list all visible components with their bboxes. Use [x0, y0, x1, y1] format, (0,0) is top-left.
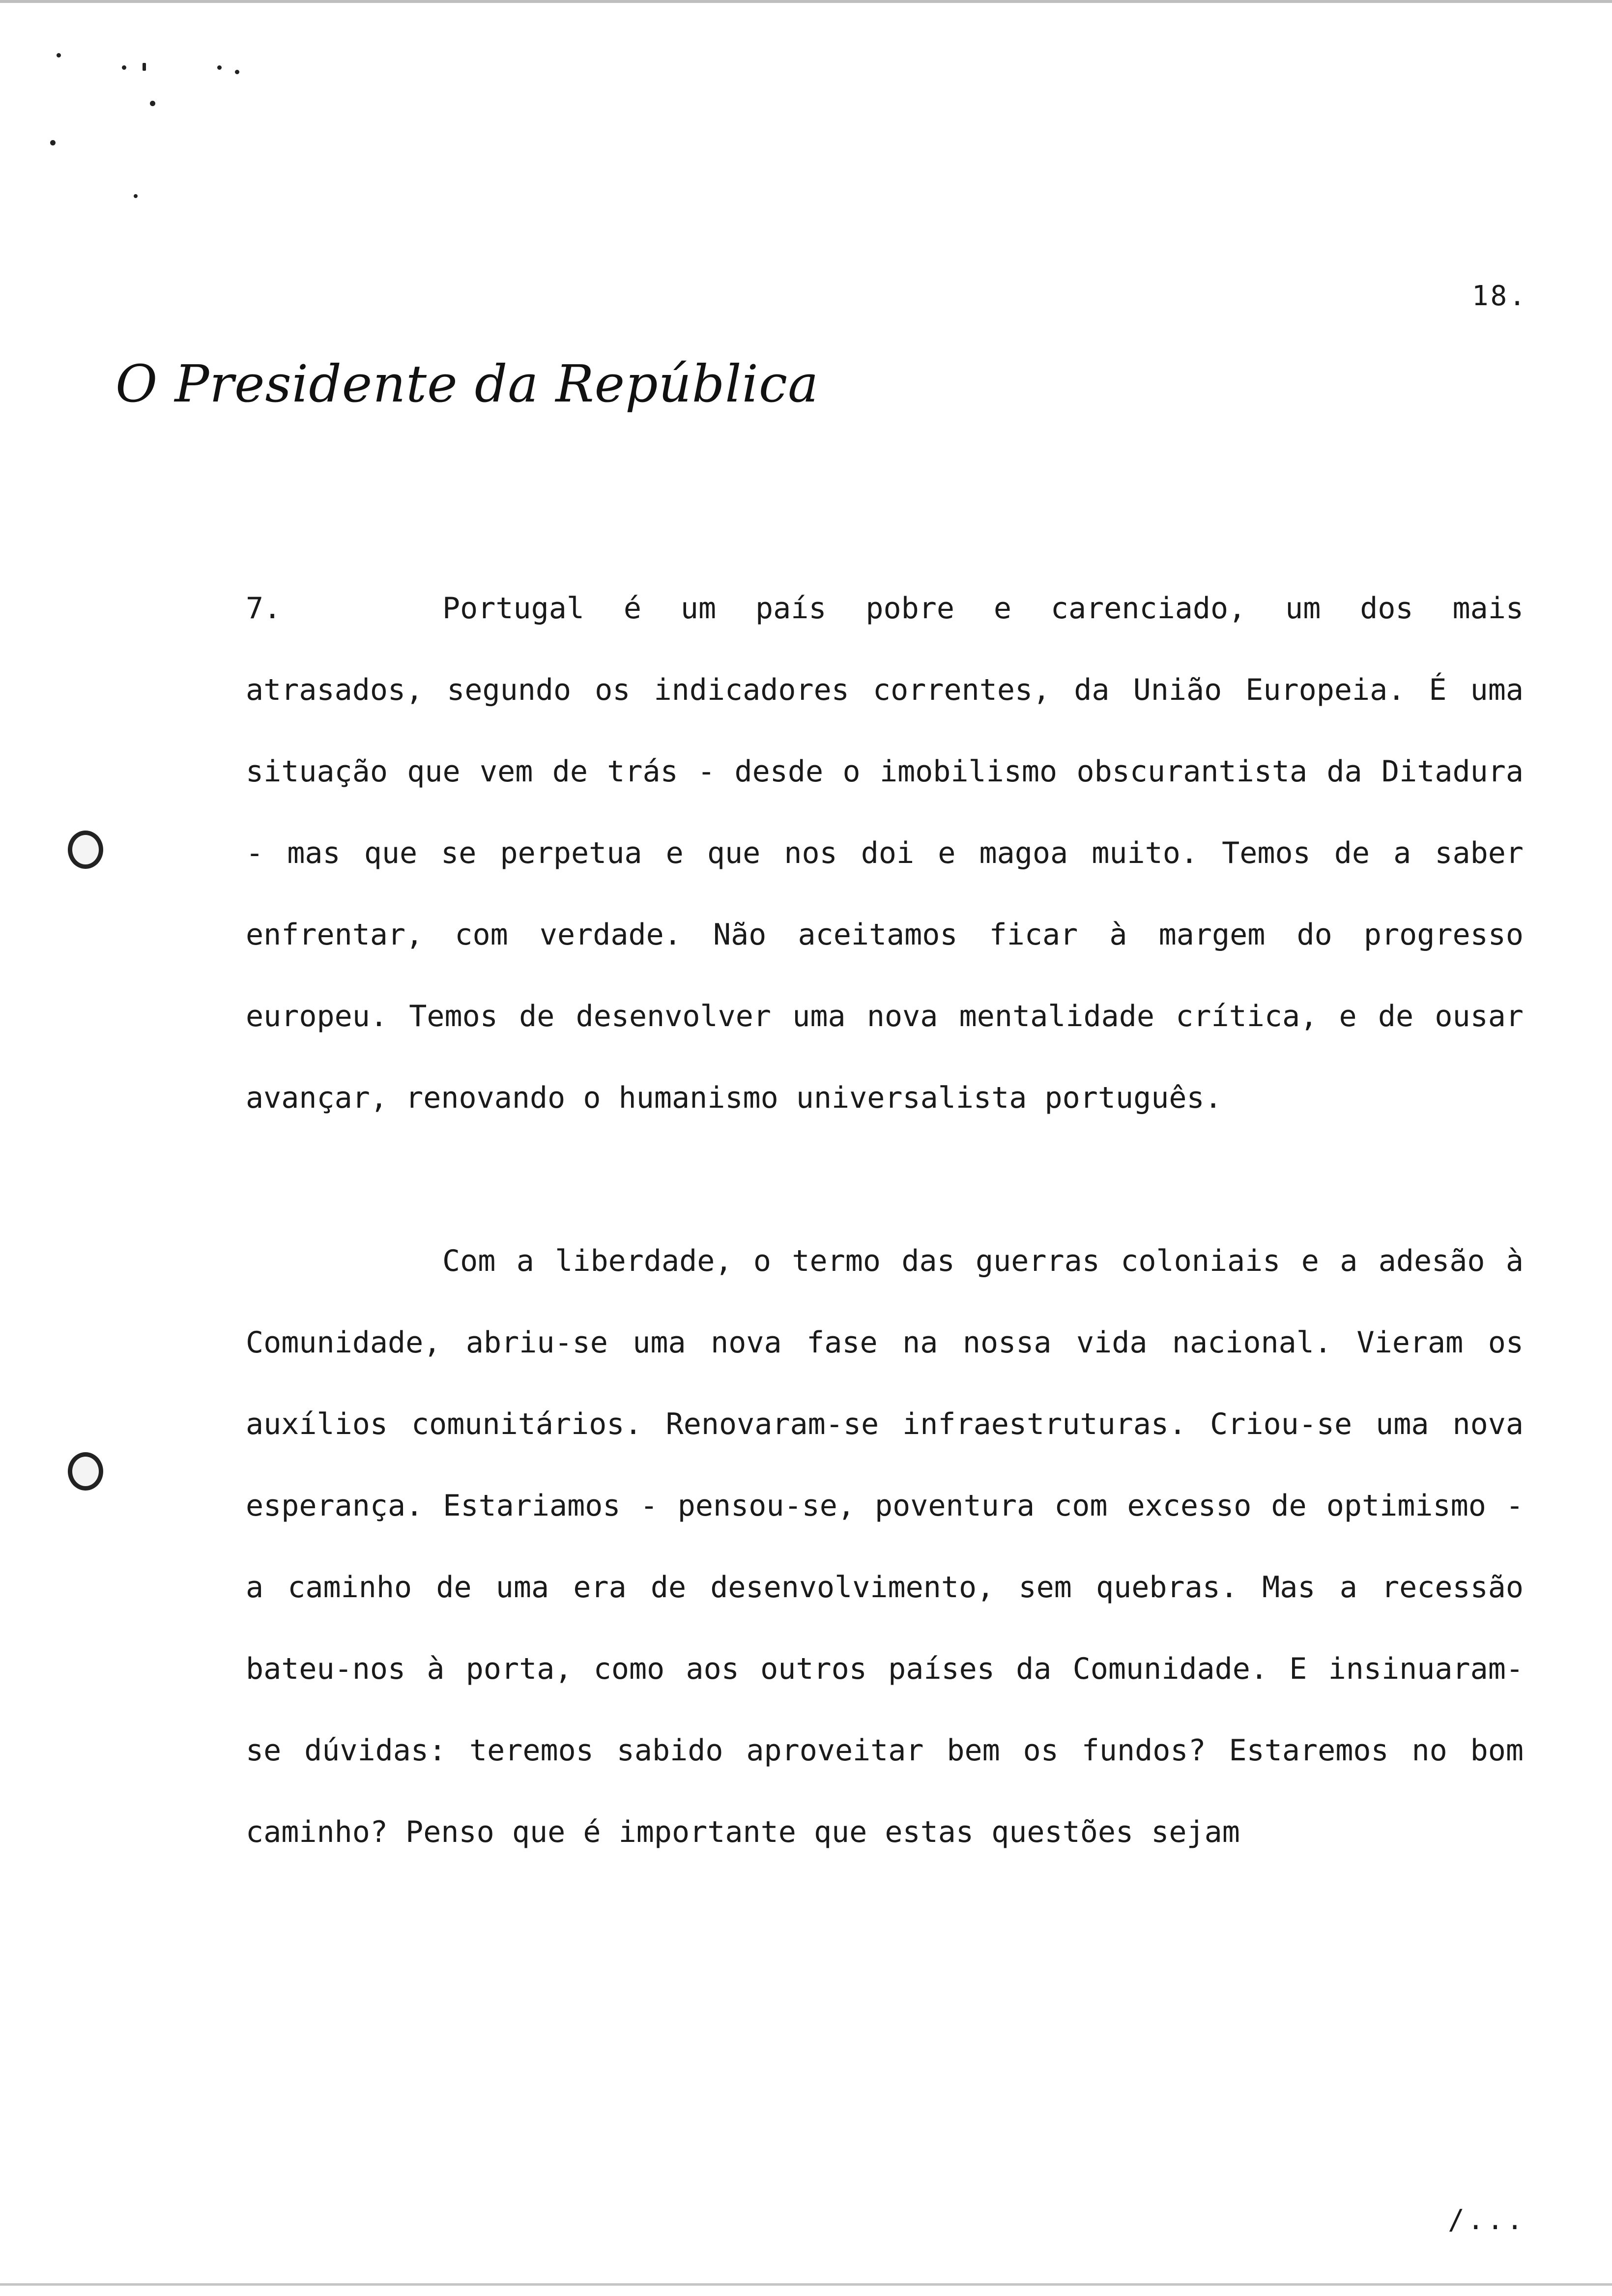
punch-hole: [68, 831, 103, 869]
top-edge-rule: [0, 0, 1612, 3]
scan-speck: [217, 65, 222, 70]
paragraph-text: Portugal é um país pobre e carenciado, um dos mais atrasados, segundo os indicadores correntes, da União Europeia. É uma situação que vem de trás - desde o imobilismo obscurantista da Ditadura - mas que se perpetua e que nos doi e magoa muito. Temos de a saber enfrentar, com verdade. Não aceitamos ficar à margem do progresso europeu. Temos de desenvolver uma nova mentalidade crítica, e de ousar avançar, renovando o humanismo universalista português.: [246, 591, 1524, 1115]
page-number: 18.: [1471, 280, 1527, 312]
scan-speck: [50, 140, 56, 145]
document-body: [246, 568, 1524, 1873]
letterhead-title: O Presidente da República: [115, 354, 819, 414]
scan-speck: [150, 101, 155, 106]
paragraph-liberdade: [246, 1220, 1524, 1873]
bottom-edge-rule: [0, 2283, 1612, 2286]
paragraph-number: 7.: [246, 591, 282, 626]
scan-speck: [122, 65, 126, 70]
paragraph-7: [246, 568, 1524, 1139]
scan-speck: [143, 63, 146, 71]
scan-speck: [235, 70, 239, 74]
paragraph-text: Com a liberdade, o termo das guerras coloniais e a adesão à Comunidade, abriu-se uma nova fase na nossa vida nacional. Vieram os auxílios comunitários. Renovaram-se infraestruturas. Criou-se uma nova esperança. Estariamos - pensou-se, poventura com excesso de optimismo - a caminho de uma era de desenvolvimento, sem quebras. Mas a recessão bateu-nos à porta, como aos outros países da Comunidade. E insinuaram-se dúvidas: teremos sabido aproveitar bem os fundos? Estaremos no bom caminho? Penso que é importante que estas questões sejam: [246, 1244, 1524, 1849]
scan-speck: [57, 53, 61, 57]
punch-hole: [68, 1452, 103, 1491]
scan-speck: [134, 194, 138, 198]
continuation-mark: /...: [1448, 2204, 1526, 2236]
